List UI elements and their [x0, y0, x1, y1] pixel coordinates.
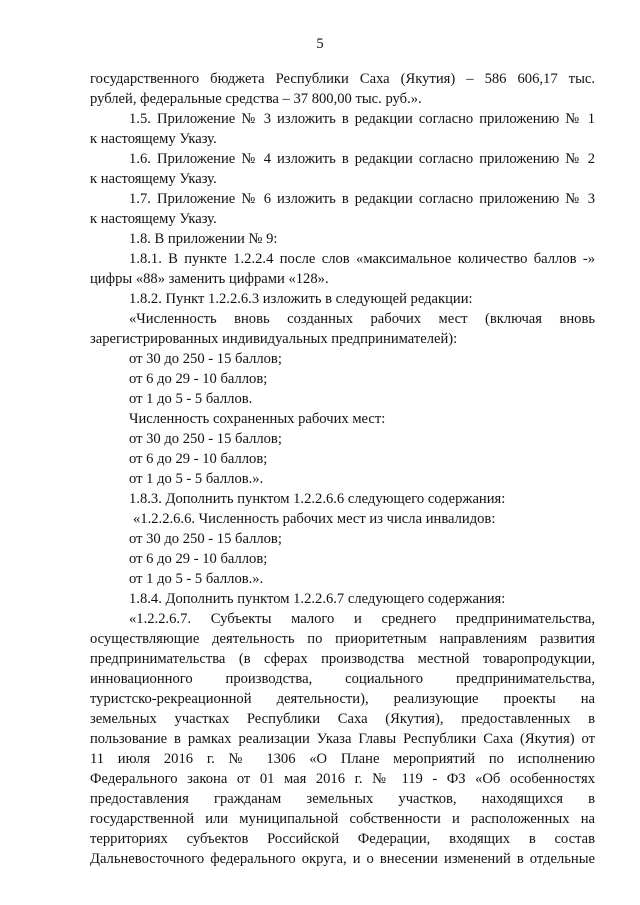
text-line: к настоящему Указу.: [90, 211, 217, 227]
text-line: «1.2.2.6.6. Численность рабочих мест из числа инвалидов:: [133, 511, 496, 527]
text-line: от 1 до 5 - 5 баллов.: [129, 391, 253, 407]
text-line: земельных участках Республики Саха (Якутия), предоставленных в: [90, 711, 595, 727]
page-number: 5: [316, 36, 324, 52]
text-line: к настоящему Указу.: [90, 131, 217, 147]
text-line: инновационного производства, социального предпринимательства,: [90, 671, 595, 687]
text-line: «Численность вновь созданных рабочих мест (включая вновь: [129, 311, 595, 327]
text-line: 1.7. Приложение № 6 изложить в редакции согласно приложению № 3: [129, 191, 595, 207]
text-line: территориях субъектов Российской Федерации, входящих в состав: [90, 831, 595, 847]
text-line: 1.6. Приложение № 4 изложить в редакции согласно приложению № 2: [129, 151, 595, 167]
text-line: рублей, федеральные средства – 37 800,00 тыс. руб.».: [90, 91, 422, 107]
text-line: от 1 до 5 - 5 баллов.».: [129, 471, 264, 487]
text-line: «1.2.2.6.7. Субъекты малого и среднего предпринимательства,: [129, 611, 595, 627]
text-line: осуществляющие деятельность по приоритетным направлениям развития: [90, 631, 595, 647]
text-line: Федерального закона от 01 мая 2016 г. № 119 - ФЗ «Об особенностях: [90, 771, 595, 787]
text-line: 11 июля 2016 г. № 1306 «О Плане мероприятий по исполнению: [90, 751, 595, 767]
text-line: туристско-рекреационной деятельности), реализующие проекты на: [90, 691, 595, 707]
text-line: от 30 до 250 - 15 баллов;: [129, 351, 282, 367]
text-line: Дальневосточного федерального округа, и о внесении изменений в отдельные: [90, 851, 595, 867]
text-line: пользование в рамках реализации Указа Главы Республики Саха (Якутия) от: [90, 731, 595, 747]
text-line: предпринимательства (в сферах производства местной товаропродукции,: [90, 651, 595, 667]
text-line: от 30 до 250 - 15 баллов;: [129, 531, 282, 547]
text-line: от 6 до 29 - 10 баллов;: [129, 451, 268, 467]
text-line: Численность сохраненных рабочих мест:: [129, 411, 386, 427]
text-line: государственного бюджета Республики Саха (Якутия) – 586 606,17 тыс.: [90, 71, 595, 87]
text-line: 1.8.2. Пункт 1.2.2.6.3 изложить в следующей редакции:: [129, 291, 473, 307]
text-line: зарегистрированных индивидуальных предпринимателей):: [90, 331, 458, 347]
text-line: 1.8.3. Дополнить пунктом 1.2.2.6.6 следующего содержания:: [129, 491, 506, 507]
text-line: к настоящему Указу.: [90, 171, 217, 187]
text-line: от 1 до 5 - 5 баллов.».: [129, 571, 264, 587]
text-line: от 6 до 29 - 10 баллов;: [129, 371, 268, 387]
text-line: от 30 до 250 - 15 баллов;: [129, 431, 282, 447]
text-line: 1.8.1. В пункте 1.2.2.4 после слов «максимальное количество баллов -»: [129, 251, 595, 267]
text-line: от 6 до 29 - 10 баллов;: [129, 551, 268, 567]
text-line: государственной или муниципальной собственности и расположенных на: [90, 811, 595, 827]
text-line: 1.5. Приложение № 3 изложить в редакции согласно приложению № 1: [129, 111, 595, 127]
text-line: цифры «88» заменить цифрами «128».: [90, 271, 329, 287]
text-line: предоставления гражданам земельных участков, находящихся в: [90, 791, 595, 807]
text-line: 1.8. В приложении № 9:: [129, 231, 278, 247]
text-line: 1.8.4. Дополнить пунктом 1.2.2.6.7 следующего содержания:: [129, 591, 506, 607]
